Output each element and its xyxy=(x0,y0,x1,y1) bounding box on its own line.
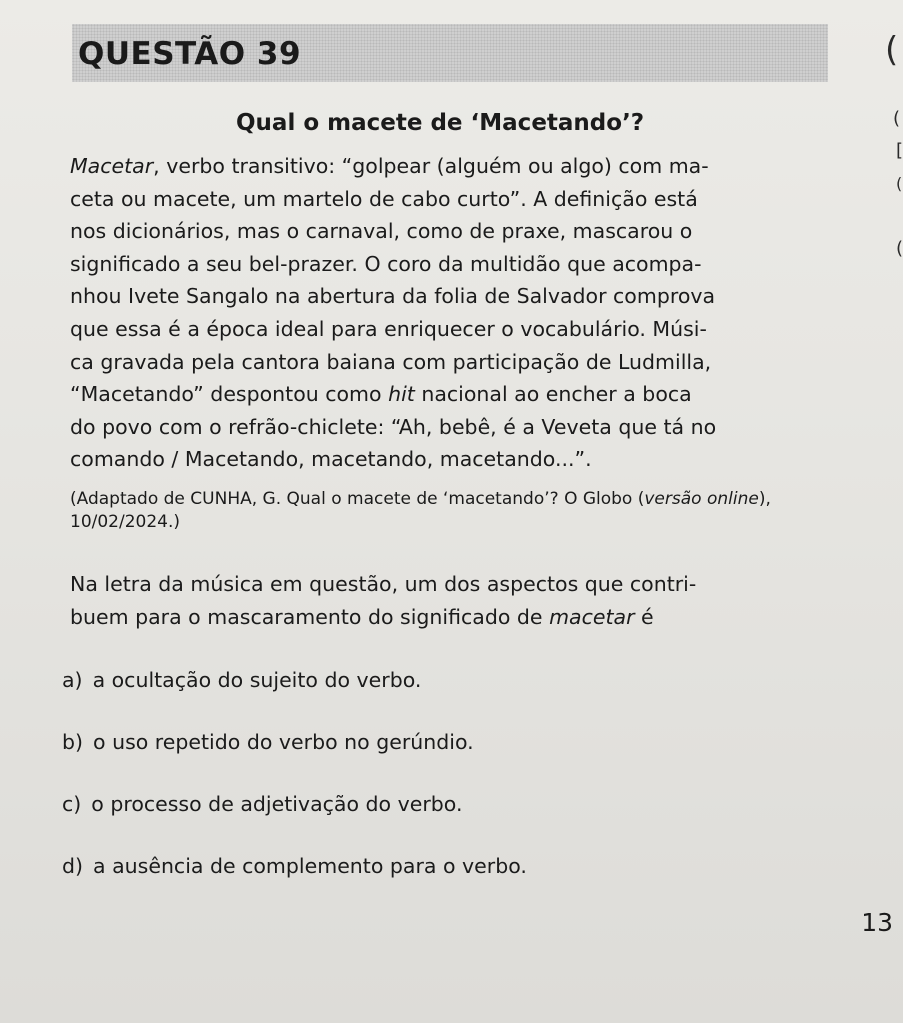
stem-line xyxy=(70,601,860,634)
passage-line xyxy=(70,215,850,248)
text-segment: , verbo transitivo: “golpear (alguém ou algo) com ma- xyxy=(153,154,709,178)
text-segment: nos dicionários, mas o carnaval, como de praxe, mascarou o xyxy=(70,219,693,244)
passage-line xyxy=(70,443,850,476)
question-label: QUESTÃO 39 xyxy=(78,36,302,72)
passage-line xyxy=(70,183,850,216)
passage xyxy=(70,150,850,476)
option-c[interactable] xyxy=(62,792,462,816)
option-letter: a) xyxy=(62,668,83,692)
source-citation xyxy=(70,488,860,534)
source-line xyxy=(70,511,860,534)
passage-line xyxy=(70,248,850,281)
source-line xyxy=(70,488,860,511)
question-header xyxy=(72,24,828,82)
italic-text: hit xyxy=(388,382,415,407)
text-segment: nhou Ivete Sangalo na abertura da folia de Salvador comprova xyxy=(70,284,716,309)
text-title: Qual o macete de ‘Macetando’? xyxy=(236,110,645,136)
text-segment: do povo com o refrão-chiclete: “Ah, bebê, é a Veveta que tá no xyxy=(70,414,717,439)
text-segment: nacional ao encher a boca xyxy=(414,382,692,407)
edge-bracket-mark: ( xyxy=(896,238,903,259)
text-segment: “Macetando” despontou como xyxy=(70,382,389,407)
edge-bracket-mark: ( xyxy=(893,108,901,129)
option-a[interactable] xyxy=(62,668,421,692)
text-segment: significado a seu bel-prazer. O coro da multidão que acompa- xyxy=(70,251,702,276)
passage-line xyxy=(70,378,850,411)
italic-text: versão online xyxy=(644,489,759,509)
passage-line xyxy=(70,150,850,183)
italic-text: Macetar xyxy=(70,154,154,178)
text-segment: que essa é a época ideal para enriquecer o vocabulário. Músi- xyxy=(70,316,707,341)
option-text: a ocultação do sujeito do verbo. xyxy=(92,668,422,692)
page-number: 13 xyxy=(861,908,893,937)
passage-line xyxy=(70,313,850,346)
stem-line xyxy=(70,568,860,601)
passage-line xyxy=(70,346,850,379)
option-text: o processo de adjetivação do verbo. xyxy=(91,792,463,816)
italic-text: macetar xyxy=(549,604,635,629)
text-segment: ceta ou macete, um martelo de cabo curto”. A definição está xyxy=(70,186,698,211)
text-segment: é xyxy=(634,604,654,629)
passage-line xyxy=(70,280,850,313)
text-segment: buem para o mascaramento do significado de xyxy=(70,604,550,629)
option-text: a ausência de complemento para o verbo. xyxy=(93,854,527,878)
text-segment: ), xyxy=(758,489,771,509)
option-d[interactable] xyxy=(62,854,527,878)
edge-bracket-mark: ( xyxy=(885,30,899,70)
text-segment: (Adaptado de CUNHA, G. Qual o macete de ‘macetando’? O Globo ( xyxy=(70,489,645,509)
option-letter: c) xyxy=(62,792,82,816)
option-text: o uso repetido do verbo no gerúndio. xyxy=(93,730,474,754)
text-segment: comando / Macetando, macetando, macetando...”. xyxy=(70,447,592,472)
edge-bracket-mark: ( xyxy=(896,174,903,193)
question-stem xyxy=(70,568,860,633)
option-b[interactable] xyxy=(62,730,474,754)
text-segment: Na letra da música em questão, um dos aspectos que contri- xyxy=(70,572,697,596)
text-segment: ca gravada pela cantora baiana com participação de Ludmilla, xyxy=(70,349,712,374)
text-segment: 10/02/2024.) xyxy=(70,512,181,532)
option-letter: b) xyxy=(62,730,84,754)
edge-bracket-mark: [ xyxy=(896,140,903,161)
option-letter: d) xyxy=(62,854,84,878)
passage-line xyxy=(70,411,850,444)
